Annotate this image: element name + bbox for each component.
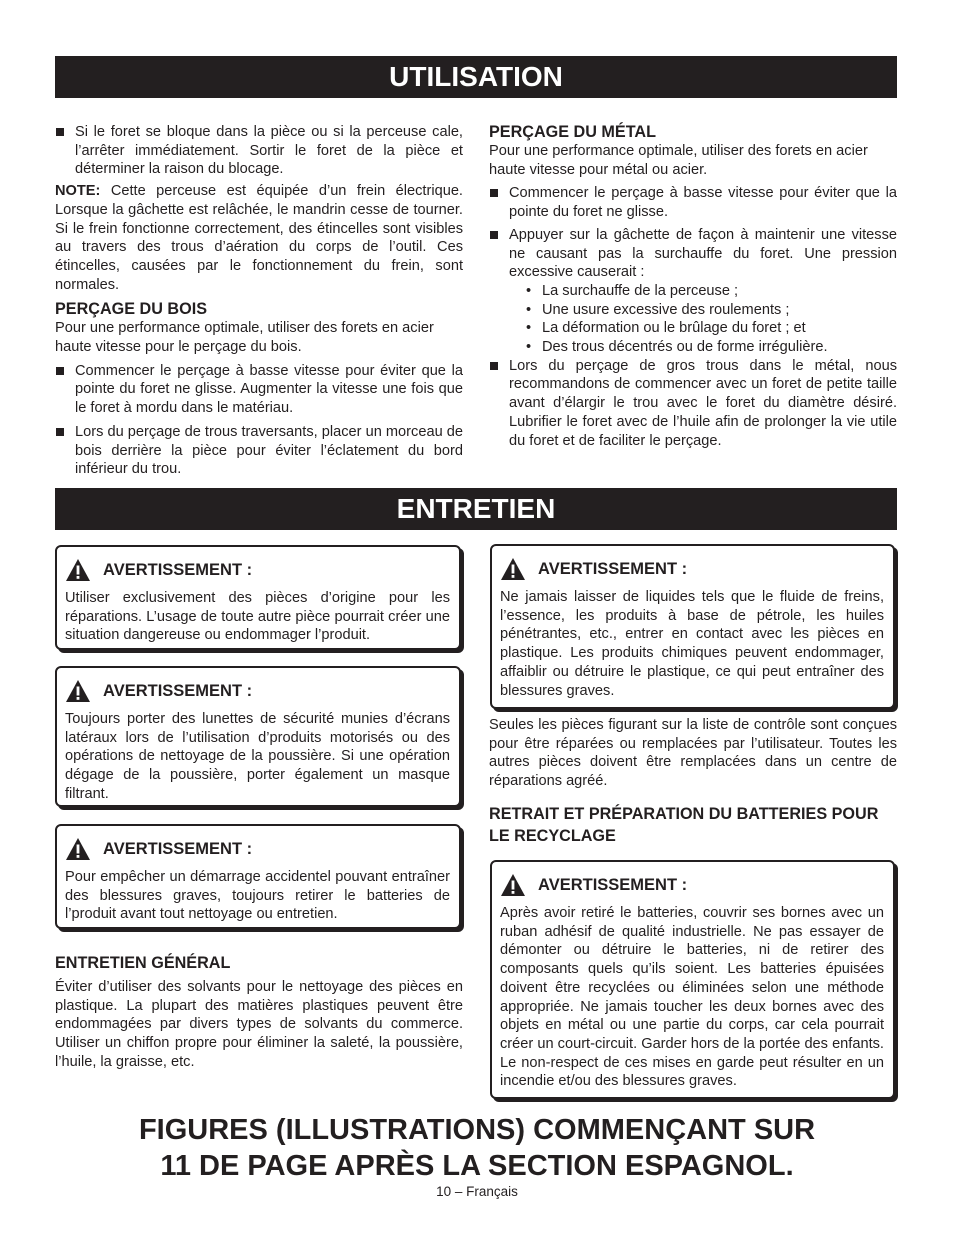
- warning-box-lunettes: [55, 666, 461, 807]
- warning-triangle-icon: [65, 679, 91, 703]
- sub-item: • La déformation ou le brûlage du foret ; et: [526, 319, 897, 338]
- warning-header: [65, 836, 450, 862]
- entretien-general-heading: ENTRETIEN GÉNÉRAL: [55, 954, 231, 972]
- blocage-list: [55, 123, 463, 179]
- warning-box-liquides: [490, 544, 895, 709]
- page-footer: 10 – Français: [436, 1184, 518, 1199]
- entretien-banner: [55, 488, 897, 530]
- percage-metal-intro: Pour une performance optimale, utiliser des forets en acier haute vitesse pour métal ou acier.: [489, 143, 868, 178]
- pieces-section: [489, 716, 897, 847]
- percage-metal-heading: PERÇAGE DU MÉTAL: [489, 123, 656, 141]
- bois-bullet-1: Commencer le perçage à basse vitesse pour éviter que la pointe du foret ne glisse. Augmenter la vitesse une fois que le foret à mordu dans le matériau.: [55, 362, 463, 418]
- warning-text: Toujours porter des lunettes de sécurité munies d’écrans latéraux lors de l’utilisation d’produits motorisés ou des opérations de nettoyage de la poussière. Si une opération dégage de la poussière, porter également un masque filtrant.: [65, 711, 450, 802]
- sub-item: • Des trous décentrés ou de forme irrégulière.: [526, 338, 897, 357]
- utilisation-right-column: [489, 122, 897, 450]
- note-paragraph: [55, 182, 463, 294]
- entretien-general-section: [55, 953, 463, 1072]
- warning-title: AVERTISSEMENT :: [103, 839, 253, 858]
- metal-bullet-3: Lors du perçage de gros trous dans le métal, nous recommandons de commencer avec un foret de petite taille avant d’élargir le trou avec le foret du diamètre désiré. Lubrifier le foret avec de l’huile afin de prolonger la vie utile du foret et de faciliter le perçage.: [489, 357, 897, 451]
- warning-header: [65, 678, 450, 704]
- entretien-general-text: Éviter d’utiliser des solvants pour le nettoyage des pièces en plastique. La plupart des matières plastiques peuvent être endommagées par divers types de solvants du commerce. Utiliser un chiffon propre pour éliminer la saleté, la poussière, l’huile, la graisse, etc.: [55, 979, 463, 1070]
- note-label: NOTE:: [55, 183, 101, 200]
- figures-notice-line-1: FIGURES (ILLUSTRATIONS) COMMENÇANT SUR: [138, 1114, 816, 1146]
- utilisation-title: UTILISATION: [389, 61, 563, 92]
- warning-triangle-icon: [65, 837, 91, 861]
- note-text: Cette perceuse est équipée d’un frein électrique. Lorsque la gâchette est relâchée, le mandrin cesse de tourner. Si le frein fonctionne correctement, des étincelles sont visibles au travers des trous d’aération du corps de l’outil. Ces étincelles, causées par le fonctionnement du frein, sont normales.: [55, 183, 463, 293]
- percage-bois-list: [55, 362, 463, 479]
- warning-box-pieces-origine: [55, 545, 461, 650]
- utilisation-banner: [55, 56, 897, 98]
- warning-title: AVERTISSEMENT :: [103, 560, 253, 579]
- bullet-blocage: Si le foret se bloque dans la pièce ou si la perceuse cale, l’arrêter immédiatement. Sortir le foret de la pièce et déterminer la raison du blocage.: [55, 123, 463, 179]
- figures-notice-line-2: 11 DE PAGE APRÈS LA SECTION ESPAGNOL.: [160, 1150, 794, 1182]
- sub-item: • La surchauffe de la perceuse ;: [526, 282, 897, 301]
- metal-bullet-2: [489, 226, 897, 357]
- utilisation-left-column: [55, 123, 463, 479]
- pieces-remplacables-text: Seules les pièces figurant sur la liste de contrôle sont conçues pour être réparées ou remplacées par l’utilisateur. Toutes les autres pièces doivent être remplacées dans un centre de réparations agréé.: [489, 717, 897, 790]
- warning-header: [65, 557, 450, 583]
- warning-header: [500, 556, 884, 582]
- warning-title: AVERTISSEMENT :: [538, 559, 688, 578]
- warning-box-batteries: [490, 860, 895, 1099]
- warning-title: AVERTISSEMENT :: [103, 681, 253, 700]
- warning-title: AVERTISSEMENT :: [538, 875, 688, 894]
- warning-header: [500, 872, 884, 898]
- metal-bullet-1: Commencer le perçage à basse vitesse pour éviter que la pointe du foret ne glisse.: [489, 184, 897, 221]
- metal-bullet-2-text: Appuyer sur la gâchette de façon à maintenir une vitesse ne causant pas la surchauffe du foret. Une pression excessive causerait :: [509, 226, 897, 281]
- entretien-title: ENTRETIEN: [396, 493, 556, 524]
- warning-text: Pour empêcher un démarrage accidentel pouvant entraîner des blessures graves, toujours retirer le batteries de l’produit avant tout nettoyage ou entretien.: [65, 869, 450, 923]
- warning-triangle-icon: [500, 557, 526, 581]
- retrait-batteries-heading: RETRAIT ET PRÉPARATION DU BATTERIES POUR LE RECYCLAGE: [489, 804, 879, 845]
- percage-metal-list: [489, 184, 897, 450]
- warning-text: Ne jamais laisser de liquides tels que le fluide de freins, l’essence, les produits à base de pétrole, les huiles pénétrantes, etc., entrer en contact avec les pièces en plastique. Les produits chimiques peuvent endommager, affaiblir ou détruire le plastique, ce qui peut entraîner des blessures graves.: [500, 589, 884, 699]
- warning-text: Après avoir retiré le batteries, couvrir ses bornes avec un ruban adhésif de qualité industrielle. Ne pas essayer de démonter ou détruire le batteries, ni de retirer des composants quels qu’ils soient. Les batteries épuisées doivent être recyclées ou éliminées selon une méthode appropriée. Ne jamais toucher les deux bornes avec des objets en métal ou une partie du corps, car cela pourrait créer un court-circuit. Garder hors de la portée des enfants. Le non-respect de ces mises en garde peut résulter en un incendie et/ou des blessures graves.: [500, 905, 884, 1090]
- warning-text: Utiliser exclusivement des pièces d’origine pour les réparations. L’usage de toute autre pièce pourrait créer une situation dangereuse ou endommager l’produit.: [65, 590, 450, 644]
- percage-bois-heading: PERÇAGE DU BOIS: [55, 300, 208, 319]
- bois-bullet-2: Lors du perçage de trous traversants, placer un morceau de bois derrière la pièce pour éviter l’éclatement du bord inférieur du trou.: [55, 423, 463, 479]
- warning-triangle-icon: [500, 873, 526, 897]
- pression-sub-list: [509, 282, 897, 357]
- warning-triangle-icon: [65, 558, 91, 582]
- warning-box-demarrage: [55, 824, 461, 929]
- sub-item: • Une usure excessive des roulements ;: [526, 301, 897, 320]
- percage-bois-intro: Pour une performance optimale, utiliser des forets en acier haute vitesse pour le perçage du bois.: [55, 320, 434, 356]
